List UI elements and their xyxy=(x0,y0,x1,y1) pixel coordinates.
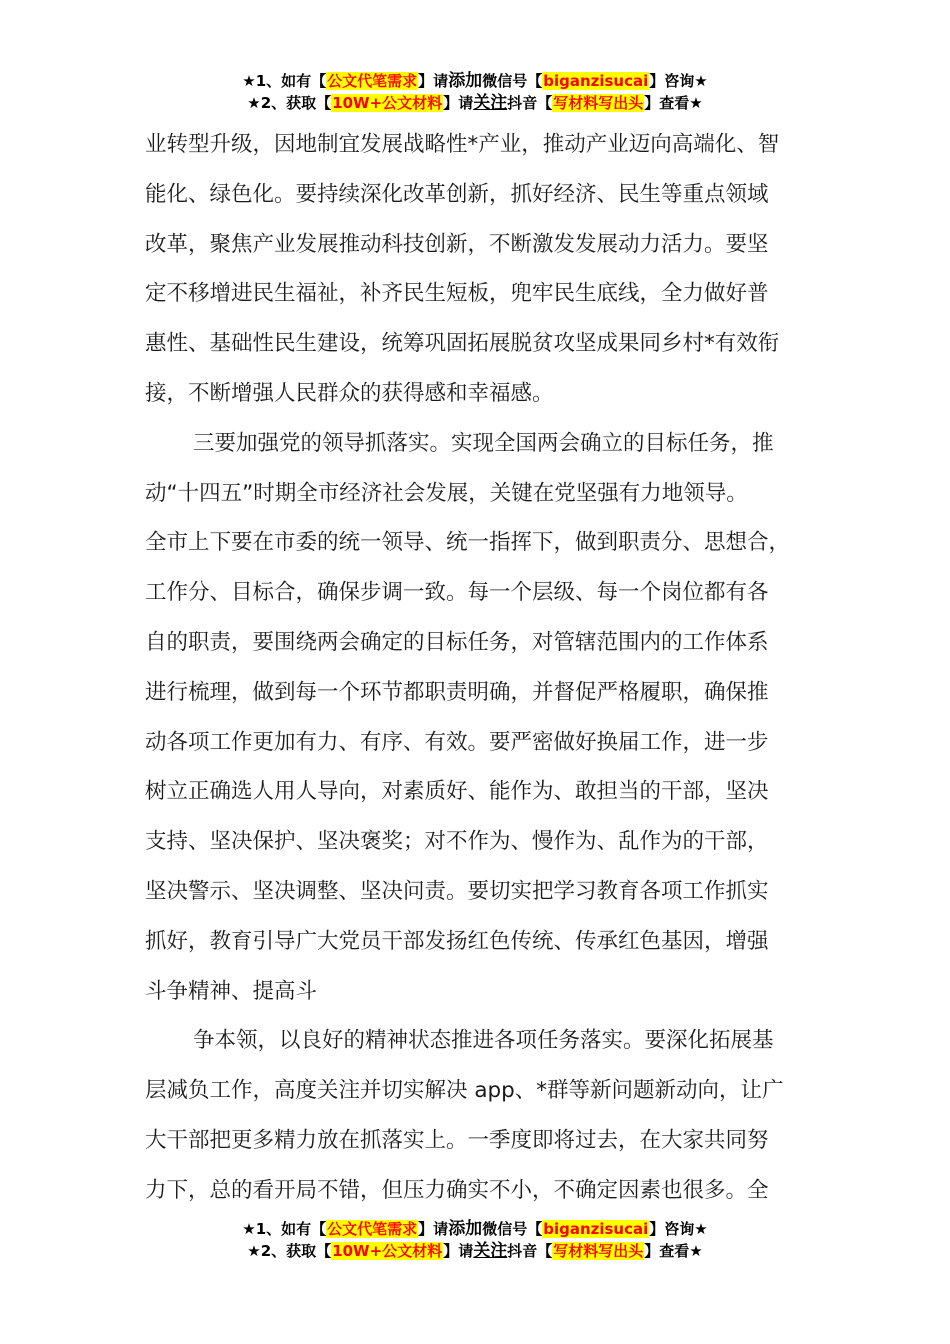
body-line: 接，不断增强人民群众的获得感和幸福感。 xyxy=(145,380,554,406)
body-line: 抓好，教育引导广大党员干部发扬红色传统、传承红色基因，增强 xyxy=(145,928,769,954)
banner-text: 抖音【 xyxy=(507,1242,553,1260)
body-line: 动“十四五”时期全市经济社会发展，关键在党坚强有力地领导。 xyxy=(145,480,748,506)
body-line: 定不移增进民生福祉，补齐民生短板，兜牢民生底线，全力做好普 xyxy=(145,281,769,307)
footer-banner xyxy=(0,1218,950,1262)
banner-text: 】咨询★ xyxy=(649,72,708,90)
body-line: 动各项工作更加有力、有序、有效。要严密做好换届工作，进一步 xyxy=(145,729,769,755)
body-line: 大干部把更多精力放在抓落实上。一季度即将过去，在大家共同努 xyxy=(145,1127,769,1153)
banner-text: ★1、如有【 xyxy=(242,1220,327,1238)
banner-text: 】咨询★ xyxy=(649,1220,708,1238)
banner-highlight: 写材料写出头 xyxy=(553,1242,644,1260)
banner-text: 抖音【 xyxy=(507,94,553,112)
banner-highlight: biganzisucai xyxy=(543,72,649,90)
banner-text: 】请 xyxy=(418,1220,449,1238)
banner-text: ★2、获取【 xyxy=(247,1242,332,1260)
body-line: 三要加强党的领导抓落实。实现全国两会确立的目标任务，推 xyxy=(193,430,774,456)
banner-text: ★1、如有【 xyxy=(242,72,327,90)
body-line: 层减负工作，高度关注并切实解决 app、*群等新问题新动向，让广 xyxy=(145,1078,784,1104)
banner-text: 】查看★ xyxy=(644,1242,703,1260)
body-line: 工作分、目标合，确保步调一致。每一个层级、每一个岗位都有各 xyxy=(145,580,769,606)
banner-highlight: 10W+公文材料 xyxy=(332,1242,443,1260)
banner-text: 】查看★ xyxy=(644,94,703,112)
banner-highlight: 10W+公文材料 xyxy=(332,94,443,112)
banner-highlight: 写材料写出头 xyxy=(553,94,644,112)
body-line: 树立正确选人用人导向，对素质好、能作为、敢担当的干部，坚决 xyxy=(145,779,769,805)
banner-text: 微信号【 xyxy=(482,72,543,90)
banner-line-2 xyxy=(0,1240,950,1262)
body-line: 力下，总的看开局不错，但压力确实不小，不确定因素也很多。全 xyxy=(145,1177,769,1203)
banner-line-1 xyxy=(0,70,950,92)
document-body xyxy=(145,120,835,1216)
body-line: 进行梳理，做到每一个环节都职责明确，并督促严格履职，确保推 xyxy=(145,679,769,705)
body-line: 支持、坚决保护、坚决褒奖；对不作为、慢作为、乱作为的干部， xyxy=(145,829,769,855)
banner-text: 微信号【 xyxy=(482,1220,543,1238)
banner-highlight: biganzisucai xyxy=(543,1220,649,1238)
body-line: 全市上下要在市委的统一领导、统一指挥下，做到职责分、思想合， xyxy=(145,530,791,556)
body-line: 自的职责，要围绕两会确定的目标任务，对管辖范围内的工作体系 xyxy=(145,629,769,655)
banner-emphasis: 添加 xyxy=(448,71,483,91)
body-line: 能化、绿色化。要持续深化改革创新，抓好经济、民生等重点领域 xyxy=(145,181,769,207)
banner-highlight: 公文代笔需求 xyxy=(327,1220,418,1238)
header-banner xyxy=(0,70,950,114)
banner-line-2 xyxy=(0,92,950,114)
body-line: 业转型升级，因地制宜发展战略性*产业，推动产业迈向高端化、智 xyxy=(145,132,780,157)
body-line: 改革，聚焦产业发展推动科技创新，不断激发发展动力活力。要坚 xyxy=(145,231,769,257)
banner-highlight: 公文代笔需求 xyxy=(327,72,418,90)
banner-text: 】请 xyxy=(443,94,474,112)
banner-text: ★2、获取【 xyxy=(247,94,332,112)
banner-emphasis: 关注 xyxy=(473,93,508,113)
banner-line-1 xyxy=(0,1218,950,1240)
banner-text: 】请 xyxy=(418,72,449,90)
body-line: 惠性、基础性民生建设，统筹巩固拓展脱贫攻坚成果同乡村*有效衔 xyxy=(145,331,780,357)
body-line: 争本领，以良好的精神状态推进各项任务落实。要深化拓展基 xyxy=(193,1028,774,1054)
banner-emphasis: 添加 xyxy=(448,1219,483,1239)
body-line: 斗争精神、提高斗 xyxy=(145,978,318,1004)
body-line: 坚决警示、坚决调整、坚决问责。要切实把学习教育各项工作抓实 xyxy=(145,878,769,904)
banner-text: 】请 xyxy=(443,1242,474,1260)
banner-emphasis: 关注 xyxy=(473,1241,508,1261)
